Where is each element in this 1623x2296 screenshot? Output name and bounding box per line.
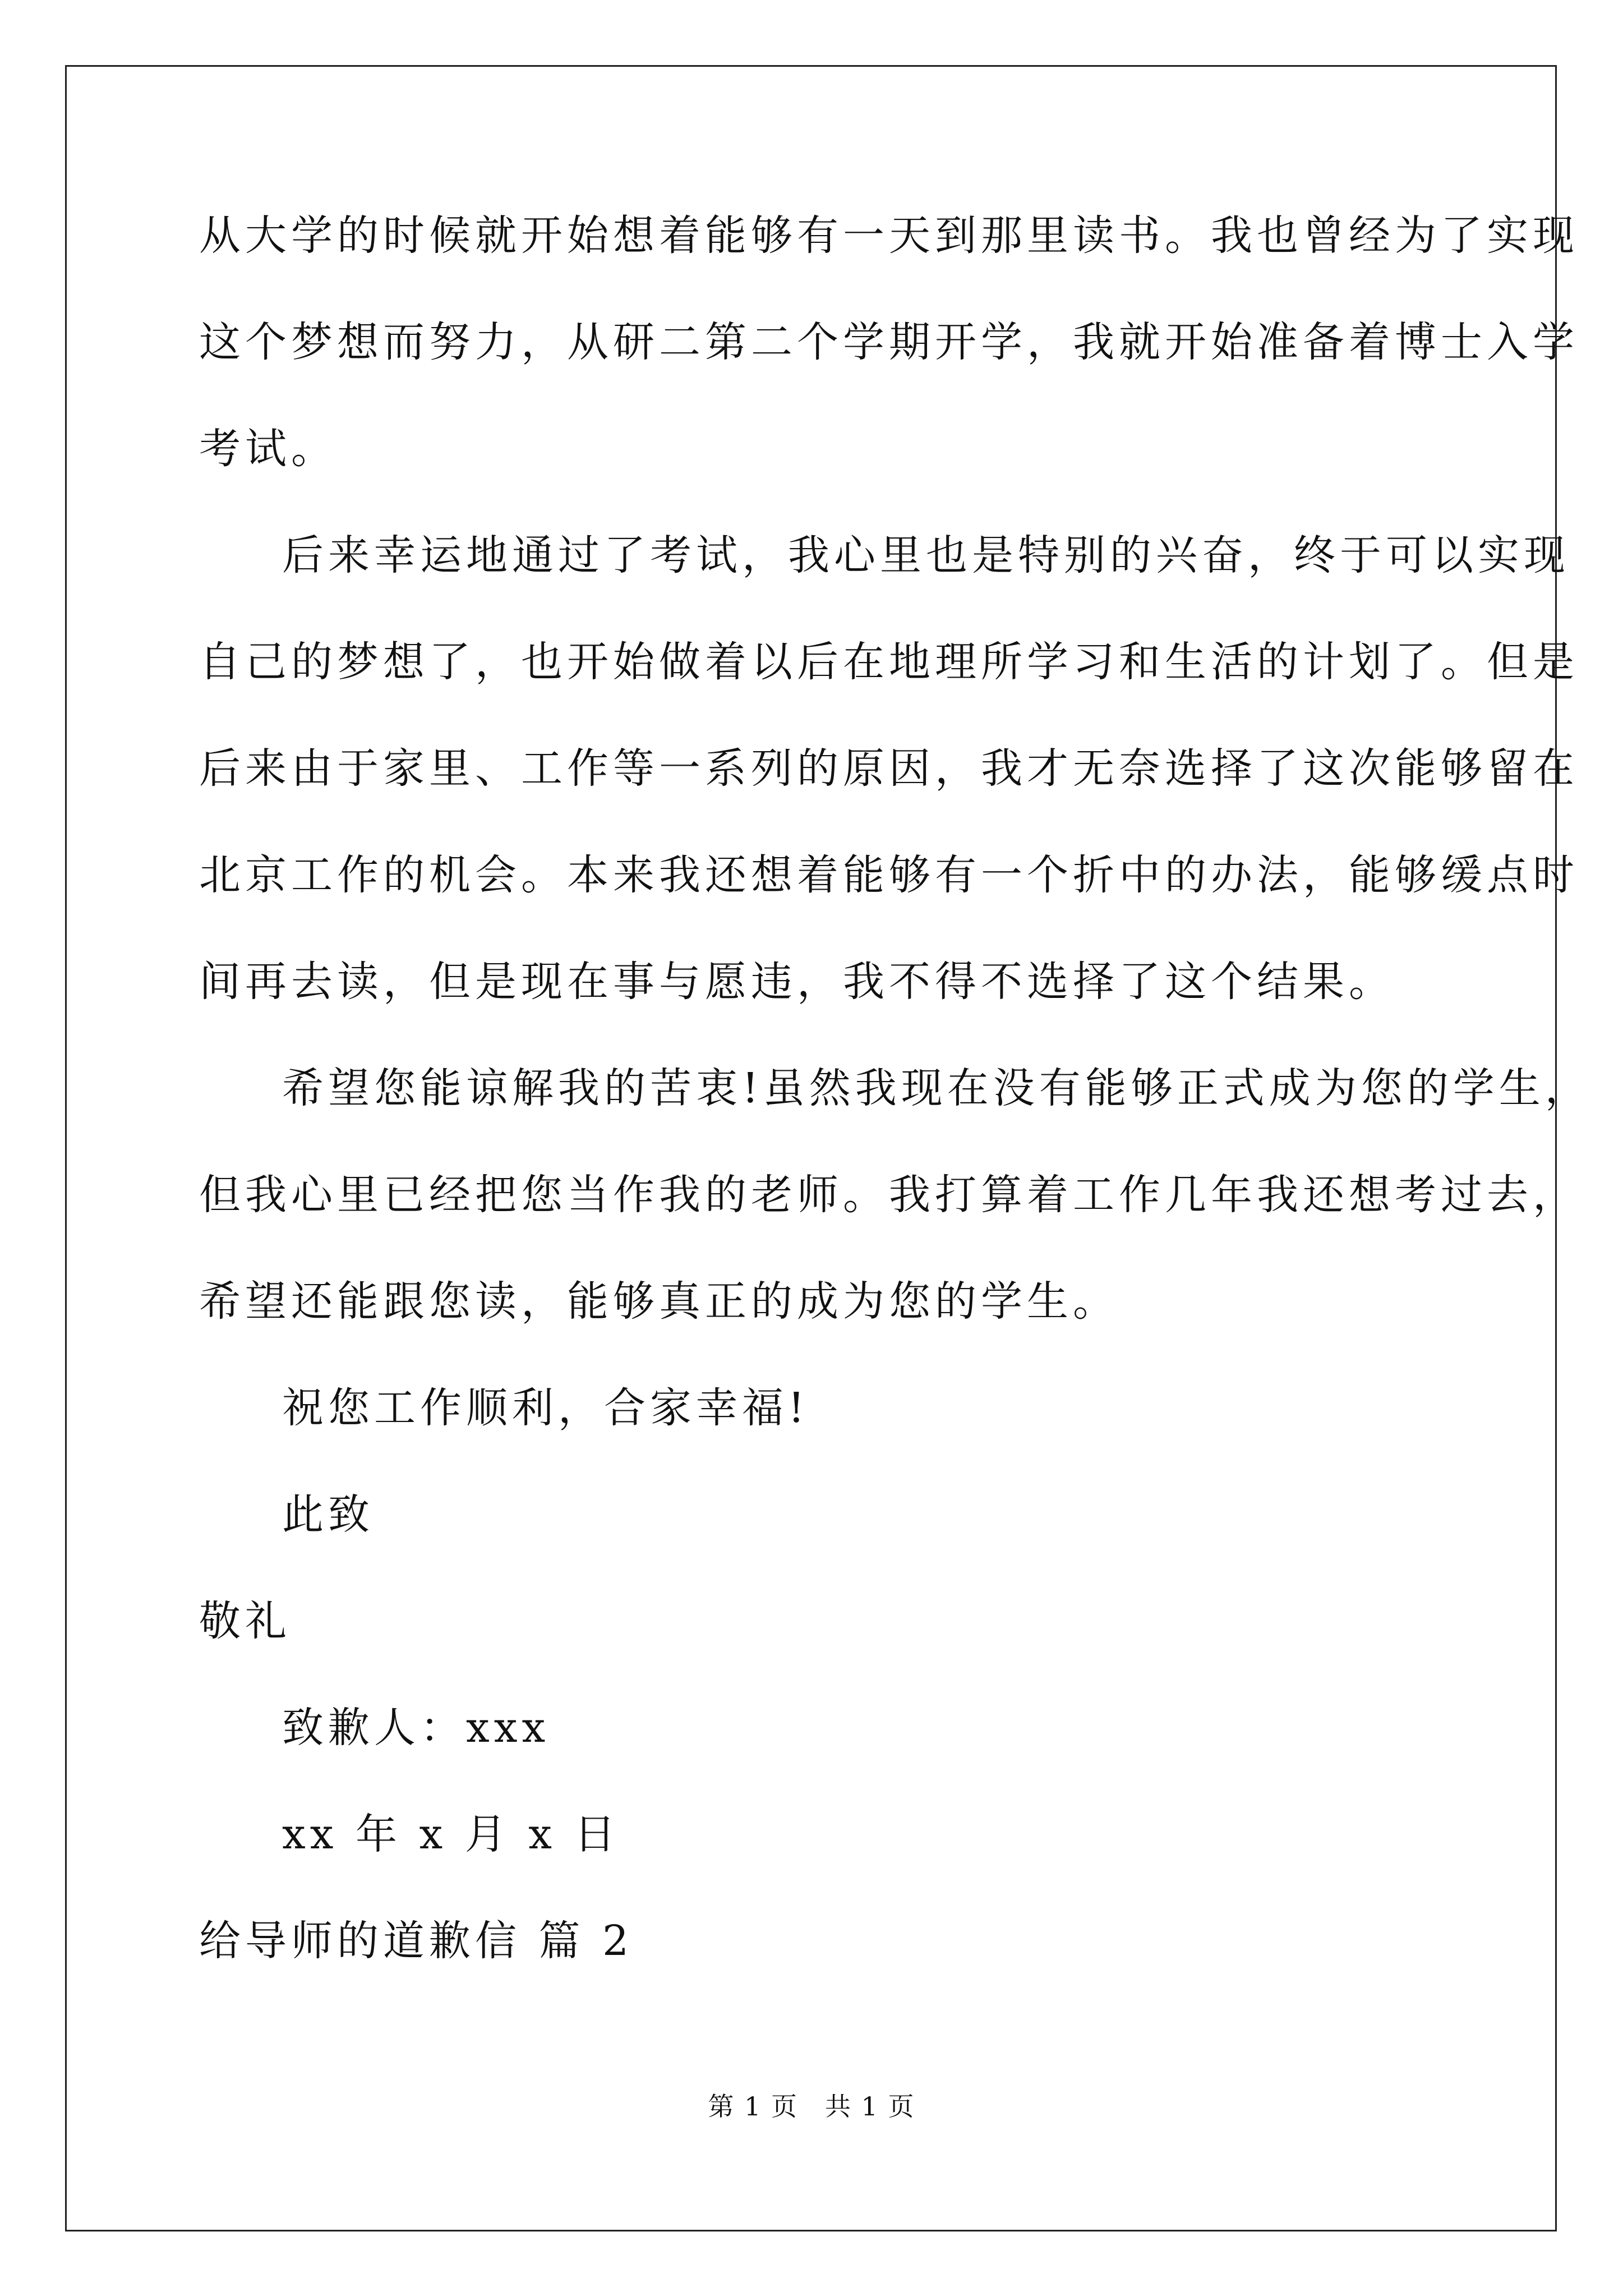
text-line: 希望还能跟您读，能够真正的成为您的学生。 [199, 1277, 1119, 1326]
text-line: 自己的梦想了，也开始做着以后在地理所学习和生活的计划了。但是 [199, 638, 1579, 686]
section-heading: 给导师的道歉信 篇 2 [199, 1917, 634, 1965]
closing-wish: 祝您工作顺利，合家幸福! [282, 1384, 809, 1432]
signature: 致歉人：xxx [282, 1704, 550, 1752]
text-line: 间再去读，但是现在事与愿违，我不得不选择了这个结果。 [199, 958, 1395, 1006]
text-line: 北京工作的机会。本来我还想着能够有一个折中的办法，能够缓点时 [199, 851, 1579, 899]
text-line: 希望您能谅解我的苦衷!虽然我现在没有能够正式成为您的学生， [282, 1064, 1591, 1112]
text-line: 这个梦想而努力，从研二第二个学期开学，我就开始准备着博士入学 [199, 318, 1579, 366]
salutation-cizhi: 此致 [282, 1490, 374, 1539]
text-line: 后来幸运地通过了考试，我心里也是特别的兴奋，终于可以实现 [282, 531, 1570, 579]
text-line: 从大学的时候就开始想着能够有一天到那里读书。我也曾经为了实现 [199, 211, 1579, 260]
page-border [65, 65, 1557, 2231]
date-line: xx 年 x 月 x 日 [282, 1810, 620, 1858]
text-line: 考试。 [199, 425, 337, 473]
salutation-jingli: 敬礼 [199, 1597, 291, 1645]
text-line: 但我心里已经把您当作我的老师。我打算着工作几年我还想考过去， [199, 1171, 1579, 1219]
page-footer: 第 1 页 共 1 页 [708, 2091, 915, 2122]
text-line: 后来由于家里、工作等一系列的原因，我才无奈选择了这次能够留在 [199, 744, 1579, 793]
